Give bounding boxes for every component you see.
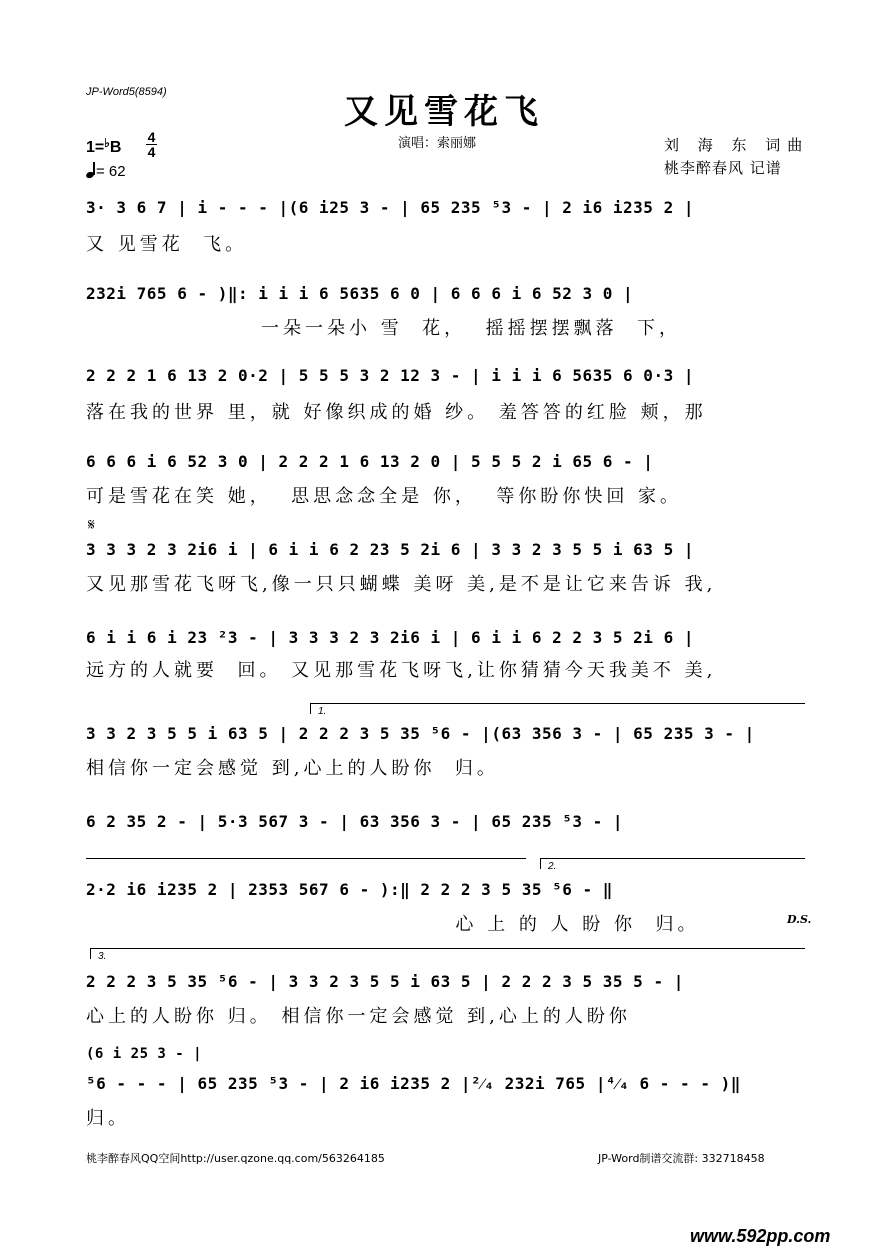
volta-bracket-3 <box>90 948 805 959</box>
time-signature-bottom: 4 <box>147 144 156 160</box>
time-signature <box>146 130 157 159</box>
tempo-value: = 62 <box>96 163 126 180</box>
volta-bracket-1 <box>310 703 805 714</box>
notation-line-5: 3 3 3 2 3 2i6 i | 6 i i 6 2 23 5 2i 6 | 3 3 2 3 5 5 i 63 5 | <box>86 540 694 559</box>
song-title: 又见雪花飞 <box>344 92 544 132</box>
notation-line-4: 6 6 6 i 6 52 3 0 | 2 2 2 1 6 13 2 0 | 5 5 5 2 i 65 6 - | <box>86 452 654 471</box>
notation-line-3: 2 2 2 1 6 13 2 0·2 | 5 5 5 3 2 12 3 - | i i i 6 5635 6 0·3 | <box>86 366 694 385</box>
volta-label-1: 1. <box>318 706 327 717</box>
composer-credit: 刘 海 东 词曲 <box>664 136 810 154</box>
lyrics-line-6: 远方的人就要 回。 又见那雪花飞呀飞,让你猜猜今天我美不 美, <box>86 660 717 681</box>
transcriber-credit: 桃李醉春风 记谱 <box>664 159 782 177</box>
flat-symbol: ♭ <box>104 136 110 150</box>
volta-label-2: 2. <box>548 861 557 872</box>
key-letter: B <box>109 139 122 156</box>
key-prefix: 1= <box>86 139 105 156</box>
lyrics-line-5: 又见那雪花飞呀飞,像一只只蝴蝶 美呀 美,是不是让它来告诉 我, <box>86 574 717 595</box>
notation-line-12: ⁵6 - - - | 65 235 ⁵3 - | 2 i6 i235 2 |²⁄₄ 232i 765 |⁴⁄₄ 6 - - - )‖ <box>86 1074 741 1093</box>
quarter-note-icon <box>86 162 96 178</box>
lyrics-line-12: 归。 <box>86 1108 130 1129</box>
notation-line-2: 232i 765 6 - )‖: i i i 6 5635 6 0 | 6 6 6 i 6 52 3 0 | <box>86 284 634 303</box>
time-signature-top: 4 <box>147 129 156 145</box>
volta-bracket-2 <box>540 858 805 869</box>
notation-line-10: 2 2 2 3 5 35 ⁵6 - | 3 3 2 3 5 5 i 63 5 | 2 2 2 3 5 35 5 - | <box>86 972 684 991</box>
notation-line-7: 3 3 2 3 5 5 i 63 5 | 2 2 2 3 5 35 ⁵6 - |(63 356 3 - | 65 235 3 - | <box>86 724 755 743</box>
lyrics-line-2: 一朵一朵小 雪 花， 摇摇摆摆飘落 下， <box>86 318 682 339</box>
lyrics-line-9: 心 上 的 人 盼 你 归。 <box>86 914 700 935</box>
lyrics-line-3: 落在我的世界 里，就 好像织成的婚 纱。 羞答答的红脸 颊，那 <box>86 402 707 423</box>
lyrics-line-10: 心上的人盼你 归。 相信你一定会感觉 到,心上的人盼你 <box>86 1006 631 1027</box>
notation-line-9: 2·2 i6 i235 2 | 2353 567 6 - ):‖ 2 2 2 3 5 35 ⁵6 - ‖ <box>86 880 613 899</box>
segno-icon: 𝄋 <box>88 515 95 534</box>
volta-bracket-continuation <box>86 858 526 869</box>
site-watermark: www.592pp.com <box>690 1226 831 1246</box>
notation-line-6: 6 i i 6 i 23 ²3 - | 3 3 3 2 3 2i6 i | 6 i i 6 2 2 3 5 2i 6 | <box>86 628 694 647</box>
lyrics-line-7: 相信你一定会感觉 到,心上的人盼你 归。 <box>86 758 499 779</box>
volta-label-3: 3. <box>98 951 107 962</box>
key-signature <box>86 136 121 157</box>
notation-line-11-ossia: (6 i 25 3 - | <box>86 1046 203 1062</box>
software-label: JP-Word5(8594) <box>86 86 167 98</box>
footer-qzone-link: 桃李醉春风QQ空间http://user.qzone.qq.com/563264185 <box>86 1152 385 1165</box>
singer-credit: 演唱：索丽娜 <box>398 136 477 151</box>
footer-group-info: JP-Word制谱交流群: 332718458 <box>598 1152 765 1165</box>
dal-segno-mark: D.S. <box>787 913 812 926</box>
lyrics-line-1: 又 见雪花 飞。 <box>86 234 248 255</box>
tempo-marking <box>86 162 126 180</box>
notation-line-1: 3· 3 6 7 | i - - - |(6 i25 3 - | 65 235 ⁵3 - | 2 i6 i235 2 | <box>86 198 694 217</box>
notation-line-8: 6 2 35 2 - | 5·3 567 3 - | 63 356 3 - | 65 235 ⁵3 - | <box>86 812 624 831</box>
lyrics-line-4: 可是雪花在笑 她， 思思念念全是 你， 等你盼你快回 家。 <box>86 486 683 507</box>
